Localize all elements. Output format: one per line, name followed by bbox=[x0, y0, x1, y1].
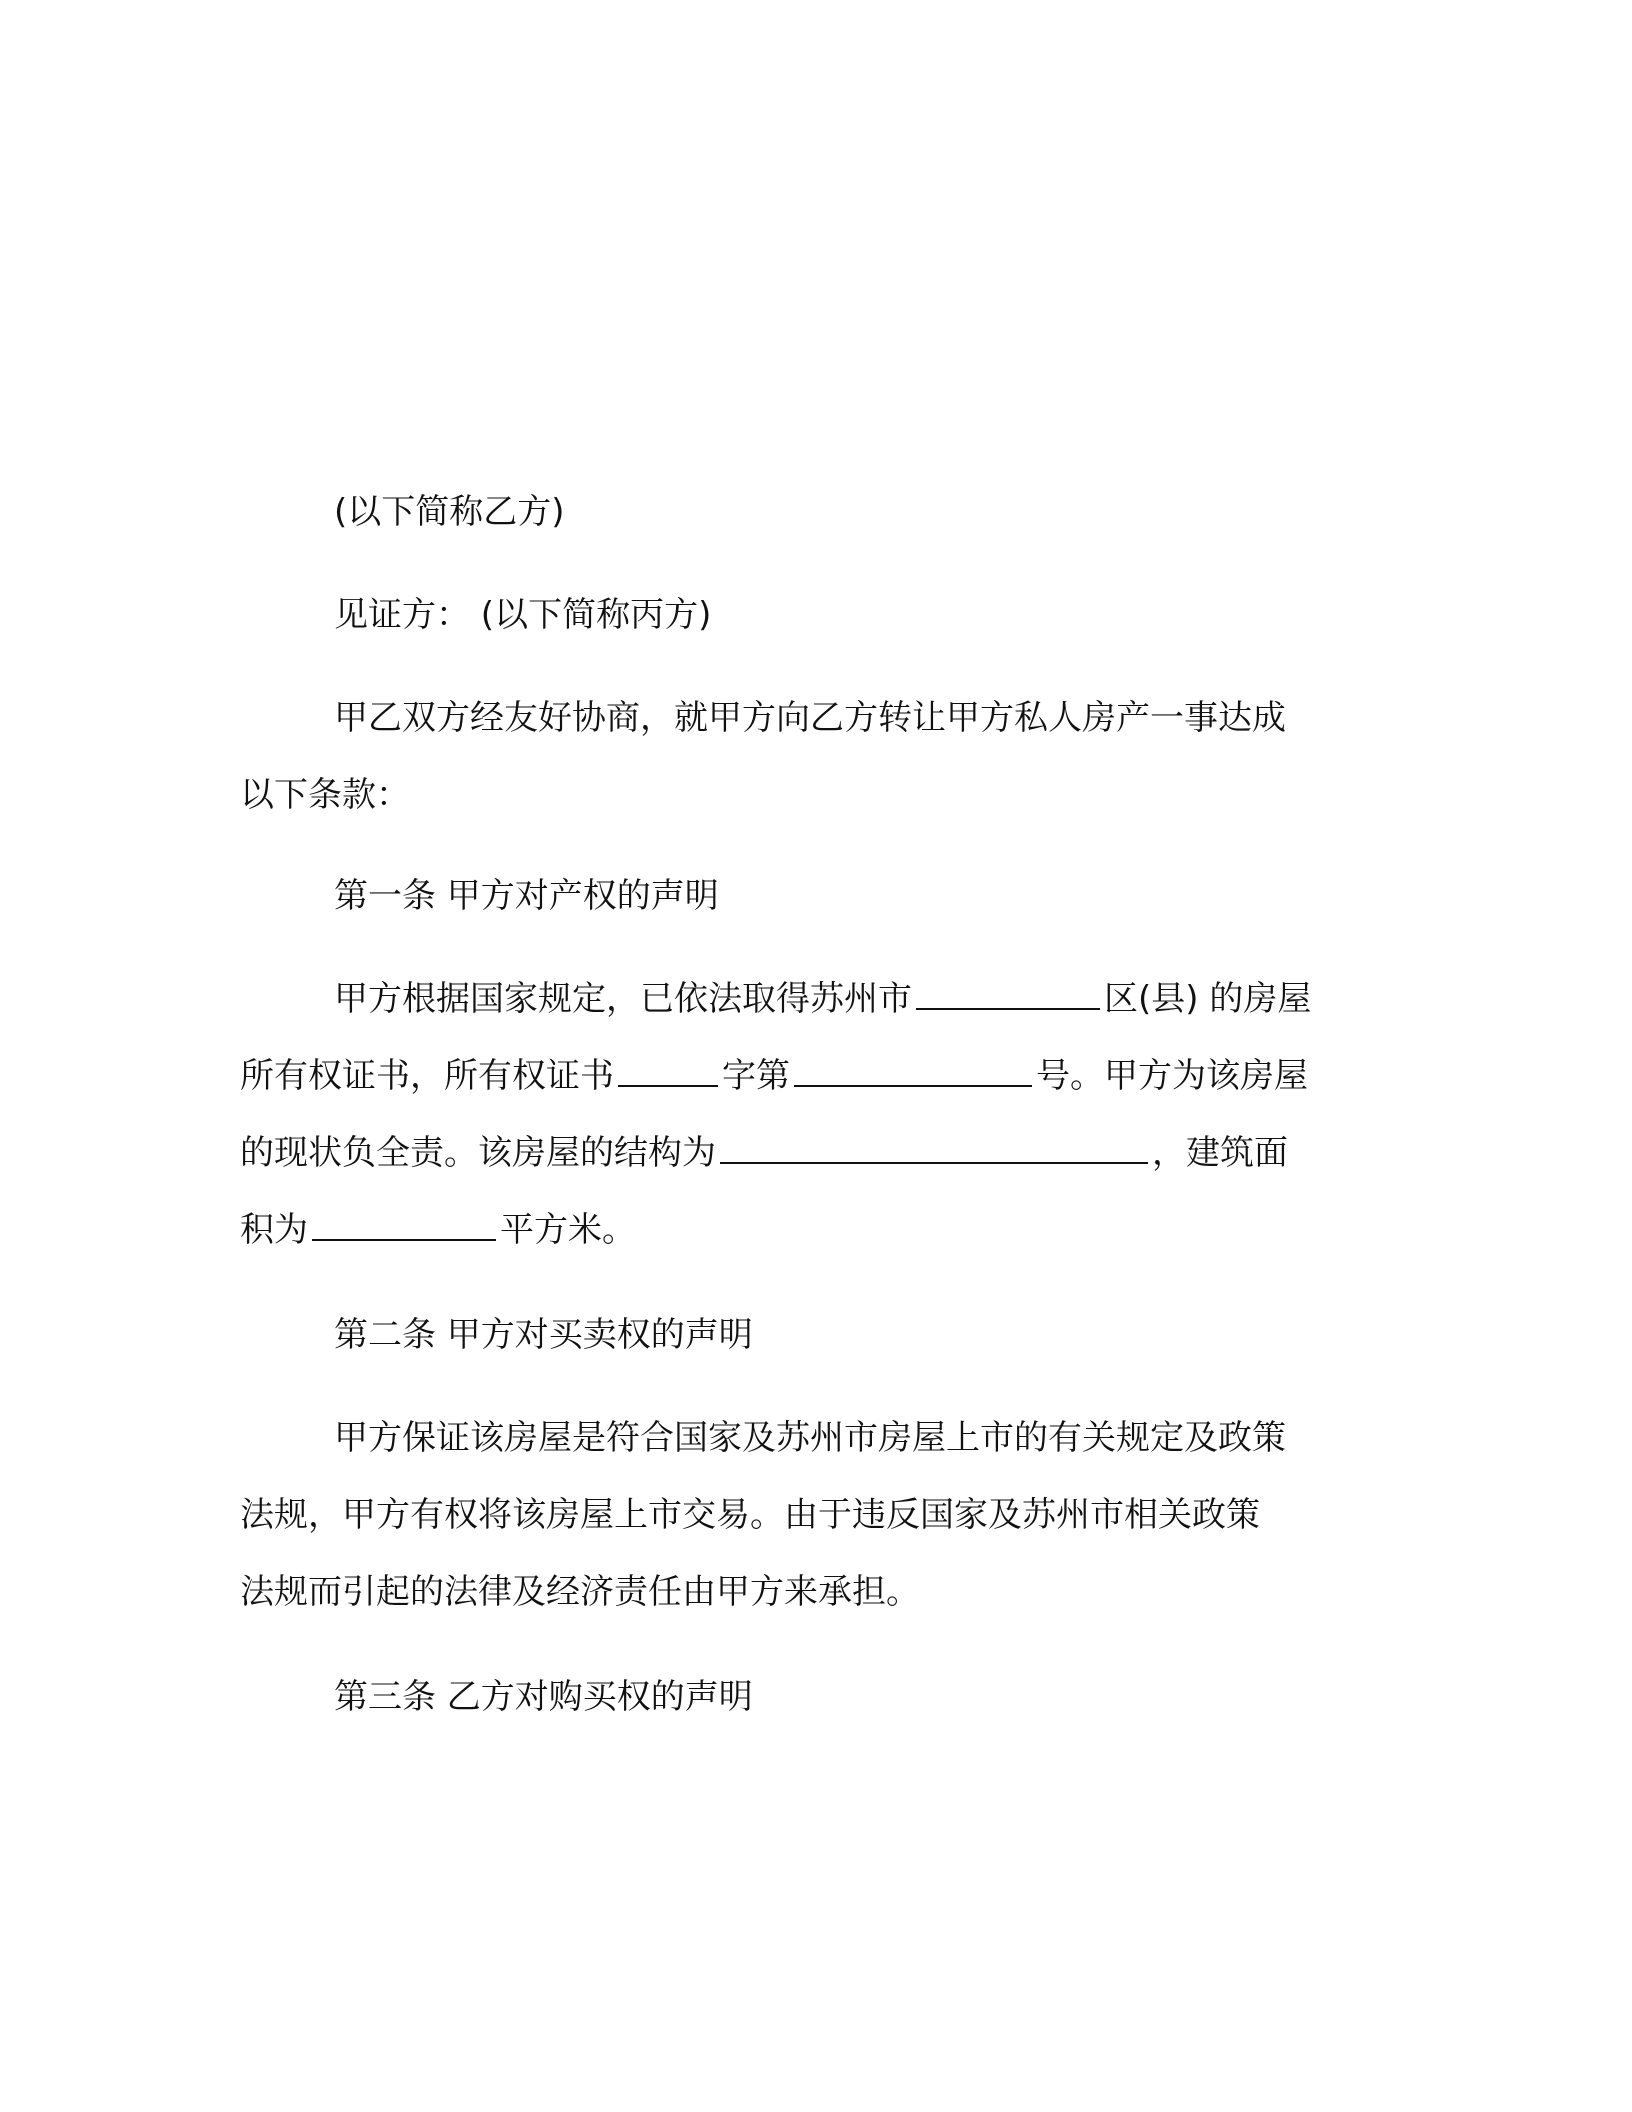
text-line: (以下简称乙方) bbox=[334, 492, 565, 532]
text-line: 法规，甲方有权将该房屋上市交易。由于违反国家及苏州市相关政策 bbox=[240, 1495, 1260, 1535]
text-line: 甲乙双方经友好协商，就甲方向乙方转让甲方私人房产一事达成 bbox=[334, 698, 1286, 738]
witness-line bbox=[240, 577, 1390, 654]
party-b-line bbox=[240, 474, 1390, 551]
text-segment: 所有权证书，所有权证书 bbox=[240, 1056, 614, 1096]
text-line bbox=[240, 961, 1390, 1038]
article-3-title bbox=[240, 1659, 1390, 1736]
text-segment: 字第 bbox=[722, 1056, 790, 1096]
text-line: 以下条款： bbox=[240, 775, 410, 815]
text-segment: 甲方根据国家规定，已依法取得苏州市 bbox=[334, 979, 912, 1019]
text-line bbox=[240, 1192, 1390, 1269]
fill-in-blank bbox=[618, 1051, 718, 1087]
heading: 第二条 甲方对买卖权的声明 bbox=[334, 1315, 753, 1355]
text-line: 甲方保证该房屋是符合国家及苏州市房屋上市的有关规定及政策 bbox=[334, 1418, 1286, 1458]
fill-in-blank bbox=[720, 1128, 1148, 1164]
text-segment: ，建筑面 bbox=[1152, 1133, 1288, 1173]
text-segment: 号。甲方为该房屋 bbox=[1036, 1056, 1308, 1096]
text-segment: 的现状负全责。该房屋的结构为 bbox=[240, 1133, 716, 1173]
text-line bbox=[240, 1115, 1390, 1192]
heading: 第一条 甲方对产权的声明 bbox=[334, 876, 719, 916]
heading: 第三条 乙方对购买权的声明 bbox=[334, 1677, 753, 1717]
text-segment: 区(县) 的房屋 bbox=[1104, 979, 1312, 1019]
article-1-title bbox=[240, 858, 1390, 935]
article-1-paragraph bbox=[240, 961, 1390, 1269]
text-segment: 积为 bbox=[240, 1210, 308, 1250]
text-line bbox=[240, 1038, 1390, 1115]
text-line: 法规而引起的法律及经济责任由甲方来承担。 bbox=[240, 1572, 920, 1612]
fill-in-blank bbox=[312, 1205, 496, 1241]
fill-in-blank bbox=[794, 1051, 1032, 1087]
article-2-title bbox=[240, 1297, 1390, 1374]
fill-in-blank bbox=[916, 974, 1100, 1010]
preamble-paragraph bbox=[240, 680, 1390, 834]
text-segment: 平方米。 bbox=[500, 1210, 636, 1250]
text-line: 见证方： (以下简称丙方) bbox=[334, 595, 712, 635]
article-2-paragraph bbox=[240, 1400, 1390, 1631]
